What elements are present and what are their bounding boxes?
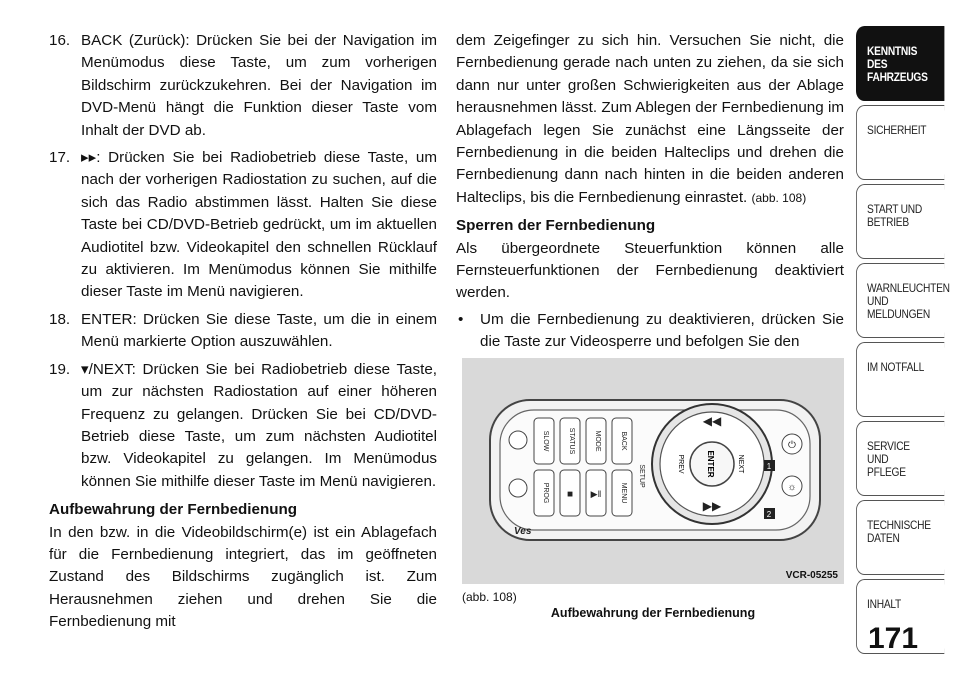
setup-button-label: SETUP — [638, 464, 645, 488]
figure-caption: Aufbewahrung der Fernbedienung — [550, 606, 756, 620]
figure-reference: (abb. 108) — [751, 190, 807, 205]
tab-start-und-betrieb[interactable]: START UND BETRIEB — [856, 184, 944, 259]
next-button-label: NEXT — [737, 454, 744, 474]
enter-button-label: ENTER — [706, 450, 715, 478]
section-heading: Aufbewahrung der Fernbedienung — [49, 501, 298, 519]
section-heading: Sperren der Fernbedienung — [456, 217, 656, 235]
list-item — [49, 147, 437, 304]
item-number: 16. — [49, 32, 71, 49]
status-button-label: STATUS — [568, 427, 575, 455]
tab-warnleuchten[interactable]: WARNLEUCHTEN UND MELDUNGEN — [856, 263, 944, 338]
light-icon: ☼ — [787, 482, 797, 493]
rewind-icon: ◀◀ — [702, 414, 722, 428]
item-number: 17. — [49, 149, 71, 167]
item-text: ▾/NEXT: Drücken Sie bei Radiobetrieb diese Taste, um zur nächsten Radiostation auf einer höheren Frequenz zu gelangen. Drücken Sie bei CD/DVD-Betrieb diese Taste, um zum nächsten Audiotitel bzw. Videokapitel zu gelangen. Im Menümodus können Sie mithilfe dieser Taste im Menü navigieren. — [81, 360, 437, 490]
item-number: 19. — [49, 360, 71, 378]
figure-reference: (abb. 108) — [462, 590, 517, 604]
right-column — [456, 30, 844, 354]
tab-service-und-pflege[interactable]: SERVICE UND PFLEGE — [856, 421, 944, 496]
body-paragraph: Als übergeordnete Steuerfunktion können alle Fernsteuerfunktionen der Fernbedienung deaktiviert werden. — [456, 239, 844, 302]
tab-im-notfall[interactable]: IM NOTFALL — [856, 342, 944, 417]
power-icon: ⏻ — [788, 440, 796, 451]
prev-button-label: PREV — [677, 454, 684, 474]
item-text: ▸▸: Drücken Sie bei Radiobetrieb diese Taste, um nach der vorherigen Radiostation zu suchen, auf die sich das Radio abstimmen lässt. Halten Sie diese Taste bei CD/DVD-Betrieb gedrückt, um im aktuellen Audiotitel bzw. Videokapitel den schnellen Rücklauf zu aktivieren. Im Menümodus können Sie mithilfe dieser Taste im Menü navigieren. — [81, 149, 437, 301]
bullet-item — [456, 309, 844, 354]
list-item — [49, 309, 437, 354]
prog-button-label: PROG — [542, 482, 549, 504]
back-button-label: BACK — [620, 431, 627, 451]
fast-forward-icon: ▶▶ — [702, 499, 722, 513]
item-text: ENTER: Drücken Sie diese Taste, um die in einem Menü markierte Option auszuwählen. — [81, 310, 437, 351]
slow-button-label: SLOW — [542, 430, 549, 452]
tab-inhalt[interactable]: INHALT — [856, 579, 944, 654]
tab-kenntnis-des-fahrzeugs[interactable]: KENNTNIS DES FAHRZEUGS — [856, 26, 944, 101]
bullet-text: Um die Fernbedienung zu deaktivieren, drücken Sie die Taste zur Videosperre und befolgen Sie den — [480, 310, 844, 351]
tab-technische-daten[interactable]: TECHNISCHE DATEN — [856, 500, 944, 575]
left-column — [49, 30, 437, 634]
list-item — [49, 30, 437, 142]
chapter-tabs — [856, 26, 960, 658]
page-number: 171 — [868, 622, 919, 655]
stop-icon: ■ — [566, 489, 574, 500]
brand-logo: Ves — [514, 526, 532, 537]
menu-button-label: MENU — [620, 482, 627, 504]
body-paragraph: dem Zeigefinger zu sich hin. Versuchen Sie nicht, die Fernbedienung gerade nach unten zu ziehen, da sie sich dann nur unter großen Schwierigkeiten aus der Ablage herausnehmen lässt. Zum Ablegen der Fernbedienung im Ablagefach legen Sie zunächst eine Längsseite der Fernbedienung in die beiden Halteclips und drehen die Fernbedienung dann nach hinten in die beiden anderen Halteclips, bis die Fernbedienung einrastet. (abb. 108) — [456, 32, 844, 206]
figure-code: VCR-05255 — [785, 570, 838, 581]
channel-1-label: 1 — [766, 462, 772, 471]
remote-control-figure — [462, 358, 844, 584]
channel-2-label: 2 — [766, 510, 772, 519]
bullet-icon: • — [458, 310, 464, 328]
remote-control-illustration — [462, 358, 844, 584]
play-pause-icon: ▶‖ — [590, 489, 602, 499]
tab-sicherheit[interactable]: SICHERHEIT — [856, 105, 944, 180]
body-paragraph: In den bzw. in die Videobildschirm(e) ist ein Ablagefach für die Fernbedienung integriert, das im geöffneten Zustand des Bildschirms zugänglich ist. Zum Herausnehmen ziehen und drehen Sie die Fernbedienung mit — [49, 523, 437, 631]
mode-button-label: MODE — [594, 430, 601, 452]
list-item — [49, 359, 437, 493]
item-number: 18. — [49, 310, 71, 328]
item-text: BACK (Zurück): Drücken Sie bei der Navigation im Menümodus diese Taste, um zum vorherigen Bildschirm zurückzukehren. Bei der Navigation im DVD-Menü hängt die Funktion dieser Taste vom Inhalt der DVD ab. — [81, 32, 437, 139]
